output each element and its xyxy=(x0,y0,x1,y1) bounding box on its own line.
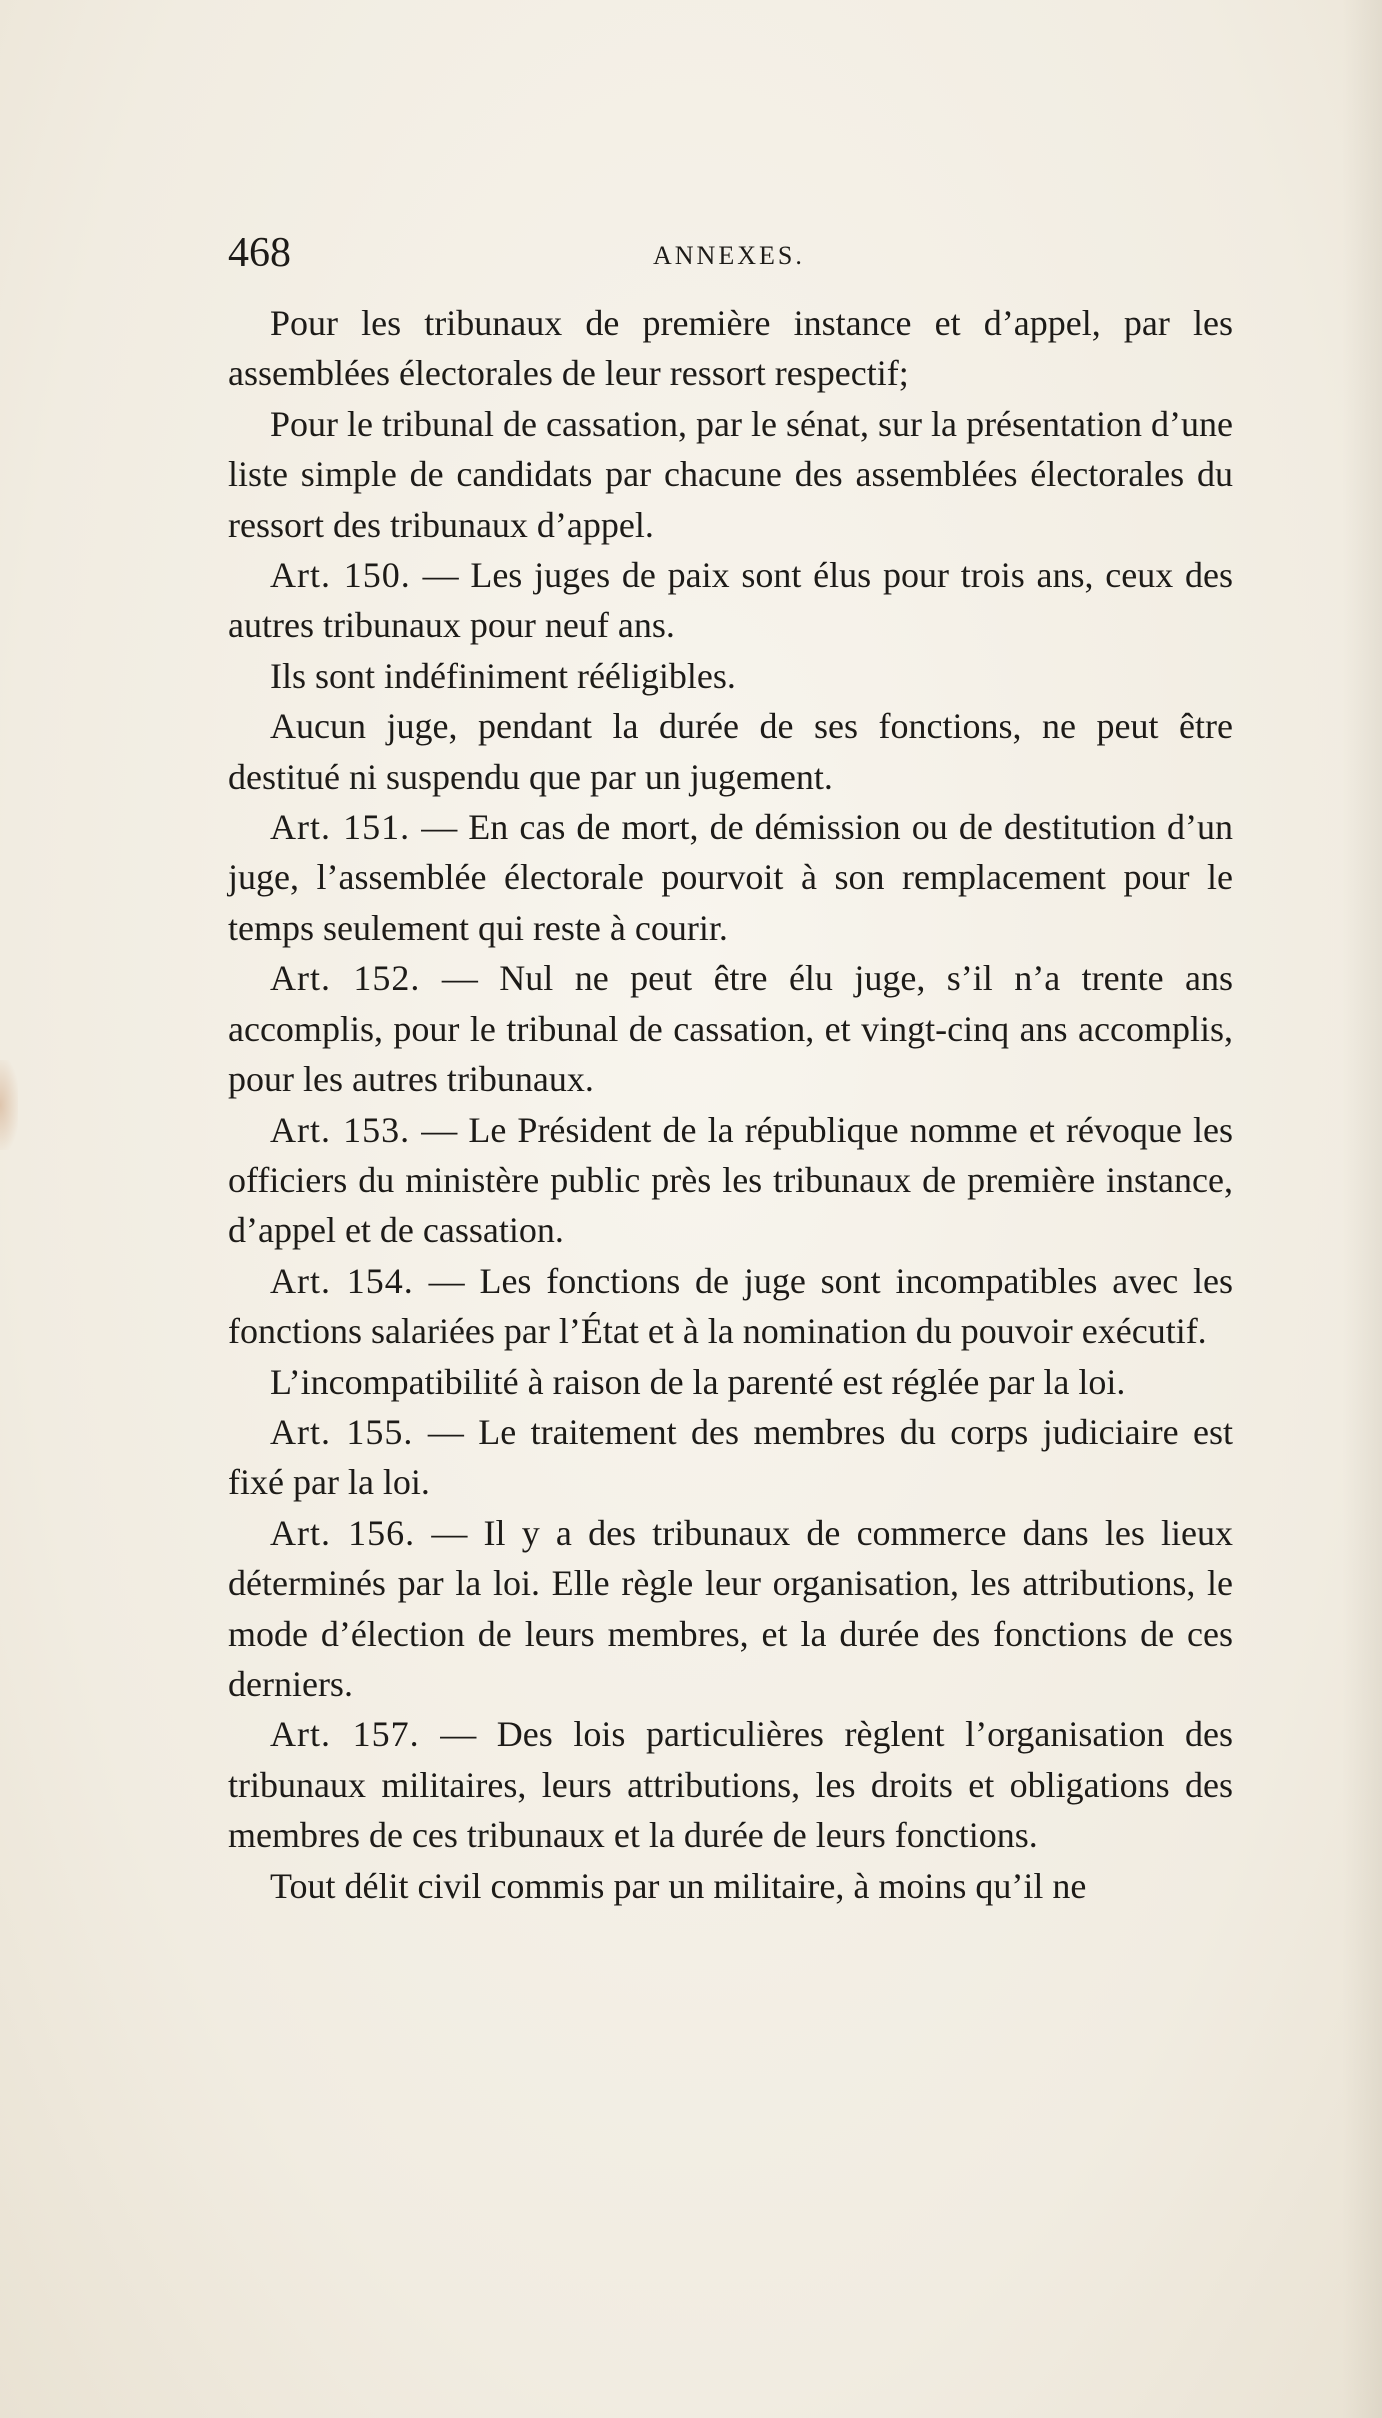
article-number: Art. 157. xyxy=(270,1714,420,1755)
paragraph-tribunal-cassation xyxy=(228,399,1233,550)
article-text: — Les fonctions de juge sont incompatibles avec les fonctions salariées par l’État et à la nomination du pouvoir exécutif. xyxy=(228,1260,1234,1352)
article-text: — En cas de mort, de démission ou de destitution d’un juge, l’assemblée électorale pourvoit à son remplacement pour le temps seulement qui reste à courir. xyxy=(228,807,1233,948)
paragraph-text: Tout délit civil commis par un militaire, à moins qu’il ne xyxy=(270,1865,1087,1906)
article-text: — Les juges de paix sont élus pour trois ans, ceux des autres tribunaux pour neuf ans. xyxy=(228,555,1233,646)
article-154 xyxy=(228,1256,1233,1357)
paragraph-tribunaux-appel xyxy=(228,298,1233,399)
article-152 xyxy=(228,953,1233,1104)
paragraph-delit-civil xyxy=(228,1861,1233,1911)
paragraph-aucun-juge xyxy=(228,701,1233,802)
body-text xyxy=(228,298,1233,1911)
page-edge-shadow xyxy=(1342,0,1382,2418)
article-text: — Il y a des tribunaux de commerce dans les lieux déterminés par la loi. Elle règle leur organisation, les attributions, le mode d’élection de leurs membres, et la durée des fonctions de ces derniers. xyxy=(228,1512,1233,1704)
paragraph-reeligibles xyxy=(228,651,1233,701)
paragraph-text: L’incompatibilité à raison de la parenté est réglée par la loi. xyxy=(270,1361,1126,1402)
article-number: Art. 152. xyxy=(270,958,421,999)
article-text: — Des lois particulières règlent l’organisation des tribunaux militaires, leurs attributions, les droits et obligations des membres de ces tribunaux et la durée de leurs fonctions. xyxy=(228,1714,1233,1856)
article-number: Art. 154. xyxy=(270,1260,414,1301)
paragraph-text: Pour les tribunaux de première instance et d’appel, par les assemblées électorales de leur ressort respectif; xyxy=(228,303,1233,394)
article-text: — Nul ne peut être élu juge, s’il n’a trente ans accomplis, pour le tribunal de cassation, et vingt-cinq ans accomplis, pour les autres tribunaux. xyxy=(228,958,1233,1100)
article-number: Art. 150. xyxy=(270,555,411,596)
article-number: Art. 151. xyxy=(270,807,411,848)
running-title: ANNEXES. xyxy=(653,241,805,270)
paragraph-text: Aucun juge, pendant la durée de ses fonctions, ne peut être destitué ni suspendu que par un jugement. xyxy=(228,706,1233,797)
running-head xyxy=(228,228,1233,278)
page-number: 468 xyxy=(228,230,291,276)
article-151 xyxy=(228,802,1233,953)
article-150 xyxy=(228,550,1233,651)
article-156 xyxy=(228,1508,1233,1710)
paragraph-text: Pour le tribunal de cassation, par le sénat, sur la présentation d’une liste simple de candidats par chacune des assemblées électorales du ressort des tribunaux d’appel. xyxy=(228,403,1233,545)
paragraph-incompatibilite xyxy=(228,1357,1233,1407)
article-155 xyxy=(228,1407,1233,1508)
article-153 xyxy=(228,1105,1233,1256)
article-number: Art. 155. xyxy=(270,1411,414,1452)
article-text: — Le Président de la république nomme et révoque les officiers du ministère public près les tribunaux de première instance, d’appel et de cassation. xyxy=(228,1109,1234,1251)
article-number: Art. 156. xyxy=(270,1512,416,1553)
article-number: Art. 153. xyxy=(270,1109,411,1150)
paper-stain xyxy=(0,1060,18,1150)
article-157 xyxy=(228,1709,1233,1860)
article-text: — Le traitement des membres du corps judiciaire est fixé par la loi. xyxy=(228,1411,1234,1503)
paragraph-text: Ils sont indéfiniment rééligibles. xyxy=(270,655,736,696)
